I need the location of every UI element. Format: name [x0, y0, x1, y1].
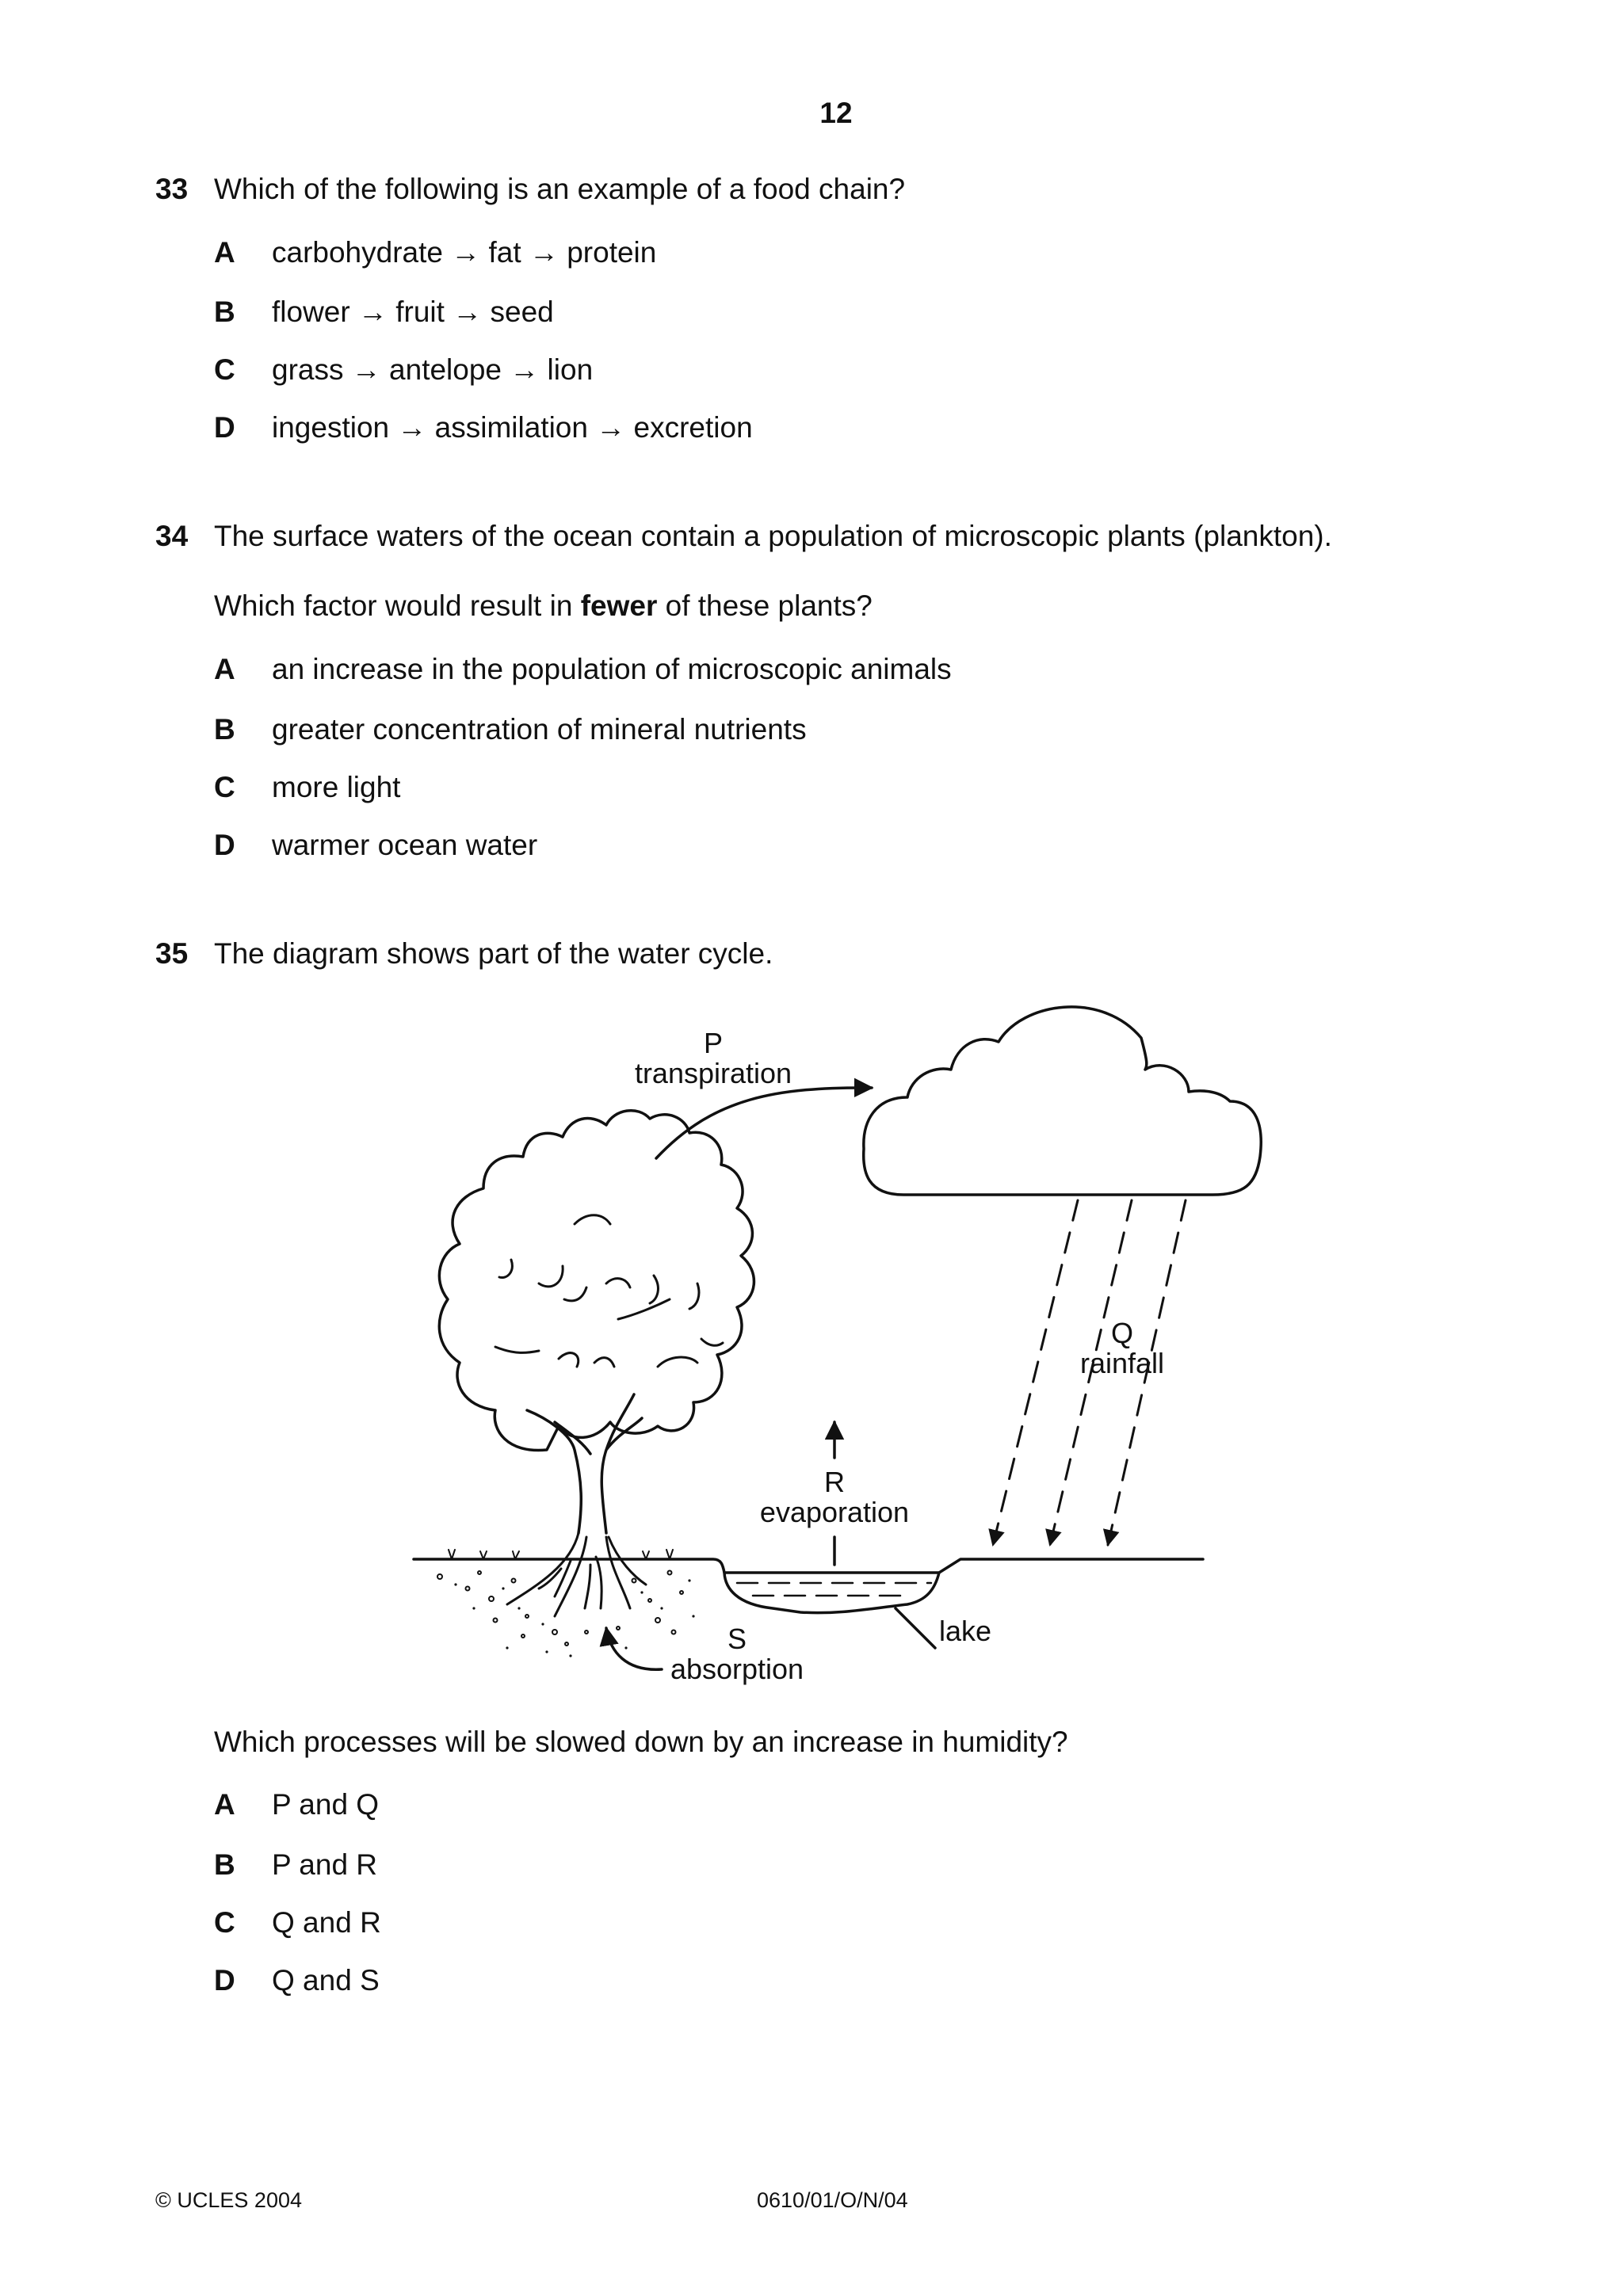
q34-option-c-text: more light — [272, 771, 401, 803]
tree-trunk — [527, 1394, 642, 1533]
q34-option-c-letter: C — [214, 771, 235, 803]
q35-option-b-letter: B — [214, 1848, 235, 1881]
lake-water — [737, 1583, 931, 1596]
question-34-number: 34 — [155, 520, 189, 552]
label-r-letter: R — [824, 1466, 845, 1498]
q33-option-d-letter: D — [214, 411, 235, 444]
question-34-emphasis: fewer — [580, 589, 658, 622]
q33-option-c-text: grass → antelope → lion — [272, 353, 594, 386]
q35-option-a-letter: A — [214, 1788, 235, 1821]
q33-option-d-text: ingestion → assimilation → excretion — [272, 411, 753, 444]
q33-option-a-letter: A — [214, 236, 235, 269]
label-lake: lake — [938, 1615, 992, 1647]
question-35-question: Which processes will be slowed down by an increase in humidity? — [214, 1726, 1068, 1758]
q33-option-b-letter: B — [214, 296, 235, 328]
tree-crown — [439, 1111, 754, 1451]
q33-option-a-text: carbohydrate → fat → protein — [272, 236, 657, 269]
q33-option-b-text: flower → fruit → seed — [272, 296, 554, 328]
question-33-number: 33 — [155, 173, 189, 205]
question-34-question-end: of these plants? — [657, 589, 873, 622]
cloud-shape — [864, 1007, 1262, 1195]
label-p-letter: P — [703, 1027, 723, 1059]
q34-option-b-text: greater concentration of mineral nutrients — [272, 713, 807, 746]
q35-option-c-letter: C — [214, 1906, 235, 1939]
q35-option-b-text: P and R — [272, 1848, 378, 1881]
ground-line — [414, 1559, 1203, 1573]
q35-option-d-text: Q and S — [272, 1964, 380, 1997]
label-rainfall: rainfall — [1079, 1347, 1165, 1379]
tree-roots — [507, 1533, 646, 1616]
footer-copyright: © UCLES 2004 — [155, 2188, 302, 2212]
q34-option-a-text: an increase in the population of microscopic animals — [272, 653, 952, 685]
q34-option-a-letter: A — [214, 653, 235, 685]
question-33-prompt: Which of the following is an example of a food chain? — [214, 173, 906, 205]
question-35-prompt: The diagram shows part of the water cycle. — [214, 937, 773, 970]
question-34-prompt: The surface waters of the ocean contain a population of microscopic plants (plankton). — [214, 520, 1332, 552]
label-q-letter: Q — [1110, 1317, 1133, 1349]
lake-outline — [724, 1573, 939, 1613]
transpiration-arrow — [656, 1088, 872, 1158]
page-number: 12 — [819, 97, 853, 129]
footer-paper-code: 0610/01/O/N/04 — [757, 2188, 908, 2212]
q35-option-c-text: Q and R — [272, 1906, 381, 1939]
question-35-number: 35 — [155, 937, 189, 970]
label-s-letter: S — [727, 1623, 747, 1655]
question-34-question-start: Which factor would result in — [214, 589, 581, 622]
label-absorption: absorption — [670, 1653, 804, 1685]
q33-option-c-letter: C — [214, 353, 235, 386]
q34-option-d-letter: D — [214, 829, 235, 861]
q35-option-d-letter: D — [214, 1964, 235, 1997]
q34-option-b-letter: B — [214, 713, 235, 746]
q35-option-a-text: P and Q — [272, 1788, 380, 1821]
q34-option-d-text: warmer ocean water — [272, 829, 538, 861]
label-transpiration: transpiration — [634, 1057, 792, 1089]
label-evaporation: evaporation — [759, 1496, 910, 1528]
